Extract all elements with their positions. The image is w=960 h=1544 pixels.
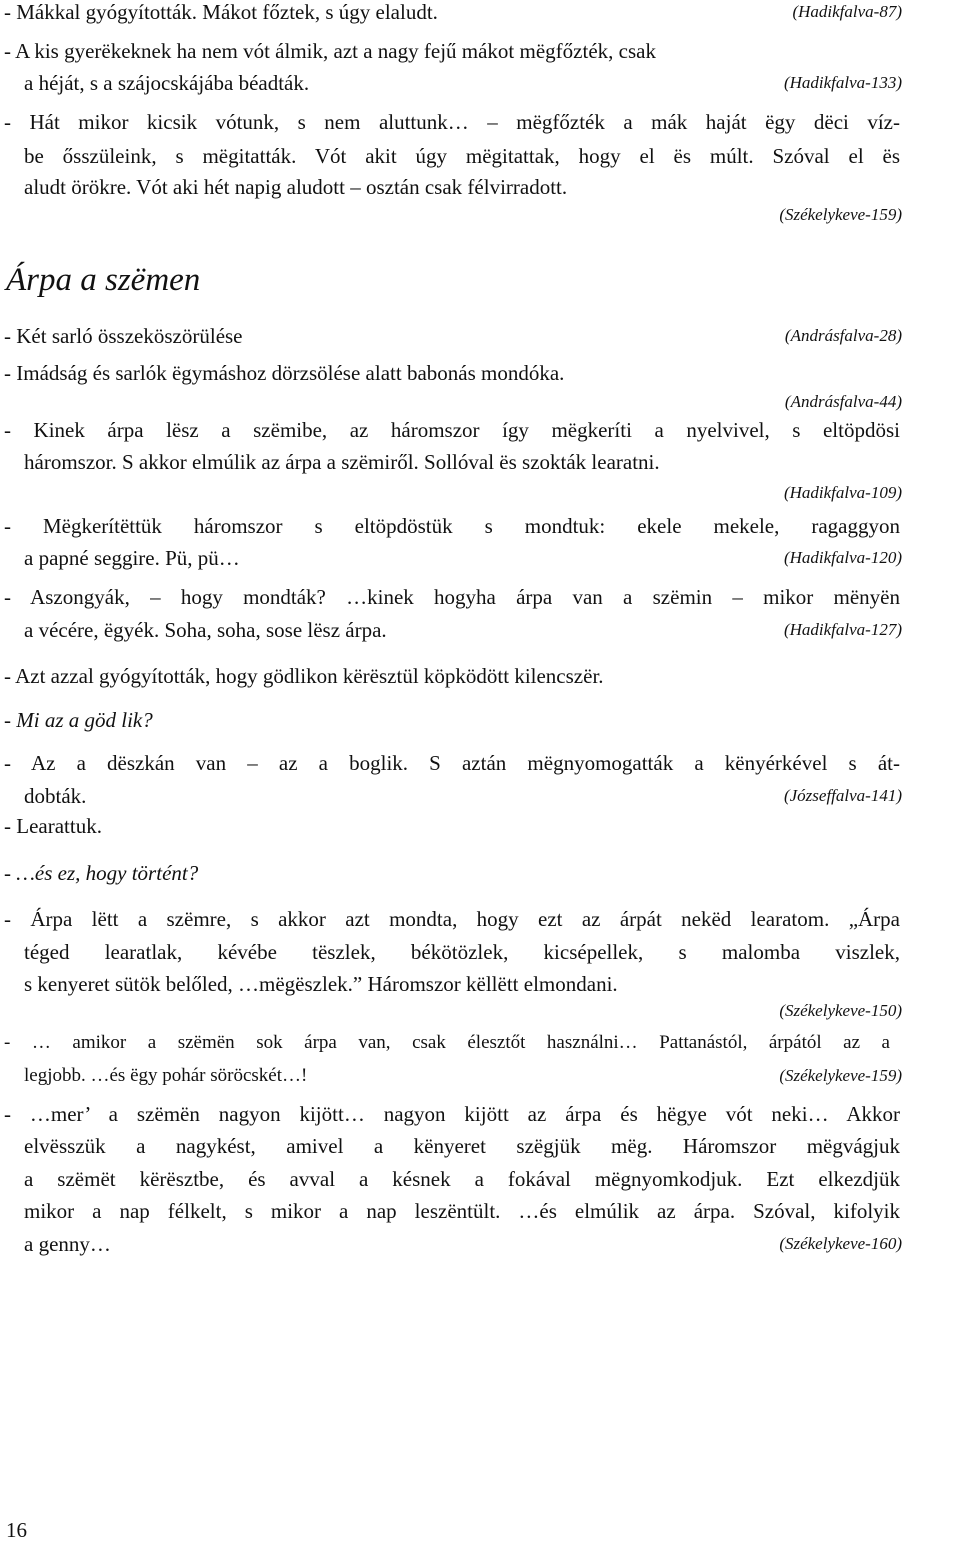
text-line [0, 140, 960, 172]
line-text: - Imádság és sarlók ëgymáshoz dörzsölése alatt babonás mondóka. [4, 361, 565, 385]
source-citation: (Andrásfalva-44) [784, 392, 902, 411]
text-line [0, 747, 960, 779]
text-line [0, 1098, 960, 1130]
text-line [0, 704, 960, 736]
source-citation: (Hadikfalva-87) [792, 2, 902, 21]
source-citation: (Székelykeve-160) [779, 1234, 902, 1253]
text-line [0, 857, 960, 889]
line-text: - Mákkal gyógyították. Mákot főztek, s úgy elaludt. [4, 0, 438, 24]
line-text: a vécére, ëgyék. Soha, soha, sose lësz árpa. [24, 618, 387, 642]
text-line [0, 67, 960, 99]
section-heading: Árpa a szëmen [6, 262, 201, 298]
line-text: mikor a nap félkelt, s mikor a nap leszëntült. …és elmúlik az árpa. Szóval, kifolyik [24, 1199, 900, 1223]
line-text: - Kinek árpa lësz a szëmibe, az háromszor így mëgkeríti a nyelvivel, s eltöpdösi [4, 418, 900, 442]
line-text: a szëmët kërësztbe, és avval a késnek a fokával mëgnyomkodjuk. Ezt elkezdjük [24, 1167, 900, 1191]
text-line [0, 106, 960, 138]
text-line [0, 995, 960, 1027]
text-line [0, 1027, 960, 1059]
text-line [0, 477, 960, 509]
text-line [0, 660, 960, 692]
source-citation: (Székelykeve-150) [779, 1001, 902, 1020]
line-text: s kenyeret sütök belőled, …mëgëszlek.” Háromszor këllëtt elmondani. [24, 972, 618, 996]
text-line [0, 542, 960, 574]
line-text: - …mer’ a szëmën nagyon kijött… nagyon kijött az árpa és hëgye vót neki… Akkor [4, 1102, 900, 1126]
source-citation: (Székelykeve-159) [779, 1066, 902, 1085]
text-line [0, 357, 960, 389]
text-line [0, 780, 960, 812]
text-line [0, 414, 960, 446]
text-line [0, 936, 960, 968]
line-text: - Az a dëszkán van – az a boglik. S aztán mëgnyomogatták a kënyérkével s át- [4, 751, 900, 775]
line-text: be ősszüleink, s mëgitatták. Vót akit úgy mëgitattak, hogy el ës múlt. Szóval el ës [24, 144, 900, 168]
line-text: a papné seggire. Pü, pü… [24, 546, 240, 570]
source-citation: (Hadikfalva-109) [783, 483, 902, 502]
source-citation: (Józseffalva-141) [783, 786, 902, 805]
line-text: - Hát mikor kicsik vótunk, s nem aluttunk… – mëgfőzték a mák haját ëgy dëci víz- [4, 110, 900, 134]
text-line [0, 903, 960, 935]
line-text: a héját, s a szájocskájába béadták. [24, 71, 310, 95]
text-line [0, 1163, 960, 1195]
line-text: téged learatlak, kévébe tëszlek, békötözlek, kicsépellek, s malomba viszlek, [24, 940, 900, 964]
line-text: dobták. [24, 784, 87, 808]
text-line [0, 1060, 960, 1092]
line-text: - …és ez, hogy történt? [4, 861, 199, 885]
line-text: a genny… [24, 1232, 111, 1256]
source-citation: (Hadikfalva-127) [783, 620, 902, 639]
line-text: - Árpa lëtt a szëmre, s akkor azt mondta, hogy ezt az árpát nekëd learatom. „Árpa [4, 907, 900, 931]
line-text: - Mëgkerítëttük háromszor s eltöpdöstük s mondtuk: ekele mekele, ragaggyon [4, 514, 900, 538]
text-line [0, 35, 960, 67]
line-text: háromszor. S akkor elmúlik az árpa a szëmiről. Sollóval ës szokták learatni. [24, 450, 660, 474]
line-text: - … amikor a szëmën sok árpa van, csak élesztőt használni… Pattanástól, árpától az a [4, 1032, 890, 1053]
source-citation: (Andrásfalva-28) [784, 326, 902, 345]
text-line [0, 1195, 960, 1227]
line-text: legjobb. …és ëgy pohár söröcskét…! [24, 1065, 308, 1086]
line-text: elvësszük a nagykést, amivel a kënyeret szëgjük mëg. Háromszor mëgvágjuk [24, 1134, 900, 1158]
text-line [0, 581, 960, 613]
line-text: - Aszongyák, – hogy mondták? …kinek hogyha árpa van a szëmin – mikor mënyën [4, 585, 900, 609]
line-text: - Azt azzal gyógyították, hogy gödlikon kërësztül köpködött kilencszër. [4, 664, 604, 688]
text-line [0, 510, 960, 542]
page-number: 16 [6, 1518, 27, 1542]
source-citation: (Székelykeve-159) [779, 205, 902, 224]
source-citation: (Hadikfalva-120) [783, 548, 902, 567]
text-line [0, 810, 960, 842]
text-line [0, 446, 960, 478]
line-text: - A kis gyerëkeknek ha nem vót álmik, azt a nagy fejű mákot mëgfőzték, csak [4, 39, 656, 63]
text-line [0, 320, 960, 352]
text-line [0, 1228, 960, 1260]
source-citation: (Hadikfalva-133) [783, 73, 902, 92]
line-text: - Mi az a göd lik? [4, 708, 153, 732]
text-line [0, 614, 960, 646]
line-text: - Két sarló összeköszörülése [4, 324, 243, 348]
text-line [0, 1130, 960, 1162]
text-line [0, 199, 960, 231]
line-text: - Learattuk. [4, 814, 102, 838]
text-line [0, 0, 960, 28]
line-text: aludt örökre. Vót aki hét napig aludott – osztán csak félvirradott. [24, 175, 568, 199]
